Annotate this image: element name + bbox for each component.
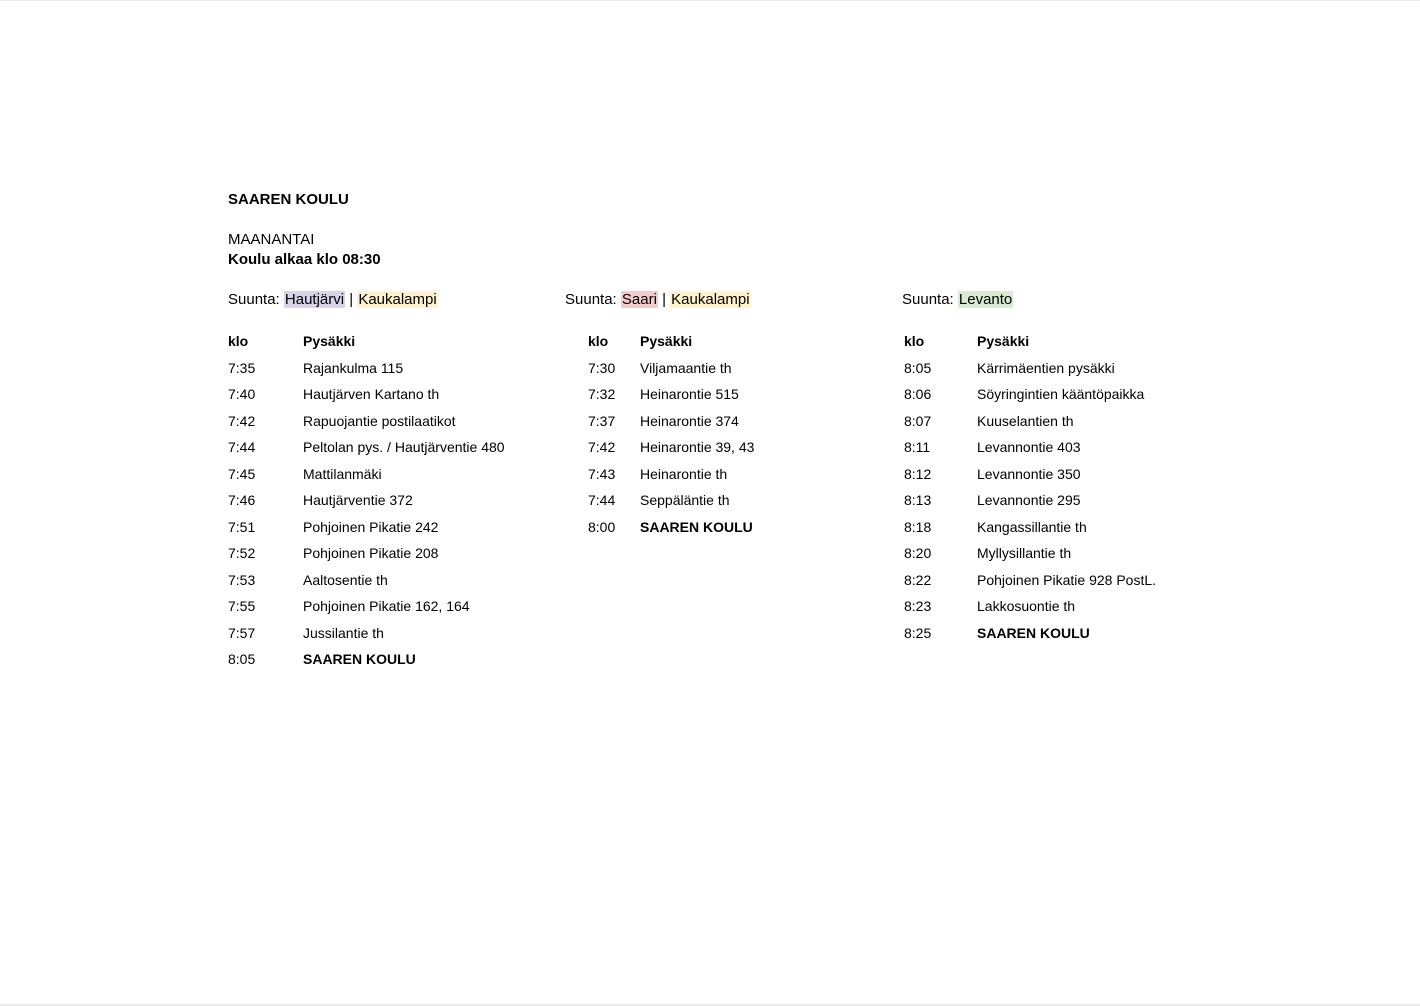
stop-name: Hautjärventie 372 — [303, 492, 413, 508]
stop-name: SAAREN KOULU — [640, 518, 753, 535]
stop-name: Heinarontie th — [640, 465, 728, 482]
stop-name: Myllysillantie th — [977, 545, 1072, 561]
stop-time: 8:05 — [904, 359, 932, 376]
stop-name: Kuuselantien th — [977, 412, 1074, 429]
stop-name: Jussilantie th — [303, 624, 384, 641]
column-header-time: klo — [588, 333, 609, 349]
stop-name: Levannontie 295 — [977, 492, 1081, 508]
stop-name: Söyringintien kääntöpaikka — [977, 386, 1145, 402]
stop-name: Heinarontie 374 — [640, 412, 739, 429]
stop-name: Lakkosuontie th — [977, 598, 1076, 614]
school-title: SAAREN KOULU — [228, 191, 349, 208]
column-header-stop: Pysäkki — [640, 333, 693, 349]
stop-name: Kangassillantie th — [977, 518, 1087, 535]
route-direction-saari — [565, 291, 751, 309]
stop-time: 8:12 — [904, 465, 932, 482]
stop-time: 7:57 — [228, 624, 256, 641]
destination-hautjarvi: Hautjärvi — [284, 291, 345, 308]
stop-time: 8:06 — [904, 386, 932, 402]
stop-name: Levannontie 403 — [977, 439, 1081, 455]
direction-prefix: Suunta: — [565, 291, 621, 308]
stop-time: 7:44 — [228, 439, 256, 455]
stop-time: 8:11 — [904, 439, 931, 455]
destination-kaukalampi: Kaukalampi — [671, 291, 750, 308]
stop-time: 7:35 — [228, 359, 256, 376]
stop-name: Mattilanmäki — [303, 465, 382, 482]
stop-time: 7:37 — [588, 412, 616, 429]
destination-saari: Saari — [621, 291, 657, 308]
destination-kaukalampi: Kaukalampi — [358, 291, 437, 308]
stop-name: Rapuojantie postilaatikot — [303, 412, 456, 429]
destination-separator: | — [345, 291, 358, 308]
column-header-stop: Pysäkki — [977, 333, 1030, 349]
stop-time: 8:22 — [904, 571, 932, 588]
stop-name: Levannontie 350 — [977, 465, 1081, 482]
stop-time: 8:07 — [904, 412, 932, 429]
stop-time: 7:42 — [228, 412, 256, 429]
weekday-label: MAANANTAI — [228, 231, 315, 248]
stop-name: Pohjoinen Pikatie 928 PostL. — [977, 571, 1157, 588]
stop-name: Viljamaantie th — [640, 359, 732, 376]
stop-name: Heinarontie 39, 43 — [640, 439, 755, 455]
stop-time: 7:30 — [588, 359, 616, 376]
stop-name: Aaltosentie th — [303, 571, 388, 588]
direction-prefix: Suunta: — [228, 291, 284, 308]
stop-name: Heinarontie 515 — [640, 386, 739, 402]
stop-time: 7:55 — [228, 598, 256, 614]
direction-prefix: Suunta: — [902, 291, 958, 308]
stop-time: 8:25 — [904, 624, 932, 641]
stop-time: 7:46 — [228, 492, 256, 508]
stop-name: Pohjoinen Pikatie 208 — [303, 545, 439, 561]
stop-name: Hautjärven Kartano th — [303, 386, 440, 402]
stop-time: 8:20 — [904, 545, 932, 561]
stop-time: 7:53 — [228, 571, 256, 588]
stop-name: Kärrimäentien pysäkki — [977, 359, 1115, 376]
stop-time: 7:51 — [228, 518, 256, 535]
stop-time: 7:32 — [588, 386, 616, 402]
stop-time: 8:00 — [588, 518, 616, 535]
stop-time: 7:45 — [228, 465, 256, 482]
column-header-stop: Pysäkki — [303, 333, 356, 349]
stop-time: 8:18 — [904, 518, 932, 535]
stop-name: SAAREN KOULU — [303, 651, 416, 667]
stop-name: Seppäläntie th — [640, 492, 730, 508]
page-top-edge — [0, 0, 1420, 1]
stop-name: Pohjoinen Pikatie 162, 164 — [303, 598, 470, 614]
stop-time: 7:44 — [588, 492, 616, 508]
stop-name: Rajankulma 115 — [303, 359, 404, 376]
stop-name: Peltolan pys. / Hautjärventie 480 — [303, 439, 505, 455]
column-header-time: klo — [904, 333, 925, 349]
stop-time: 7:43 — [588, 465, 616, 482]
school-start-time: Koulu alkaa klo 08:30 — [228, 251, 381, 268]
stop-time: 7:40 — [228, 386, 256, 402]
stop-time: 7:52 — [228, 545, 256, 561]
destination-separator: | — [657, 291, 671, 308]
route-direction-hautjarvi — [228, 291, 438, 309]
stop-time: 8:23 — [904, 598, 932, 614]
stop-time: 8:05 — [228, 651, 256, 667]
column-header-time: klo — [228, 333, 249, 349]
stop-time: 8:13 — [904, 492, 932, 508]
stop-name: SAAREN KOULU — [977, 624, 1090, 641]
stop-time: 7:42 — [588, 439, 616, 455]
stop-name: Pohjoinen Pikatie 242 — [303, 518, 439, 535]
route-direction-levanto — [902, 291, 1013, 309]
destination-levanto: Levanto — [958, 291, 1013, 308]
